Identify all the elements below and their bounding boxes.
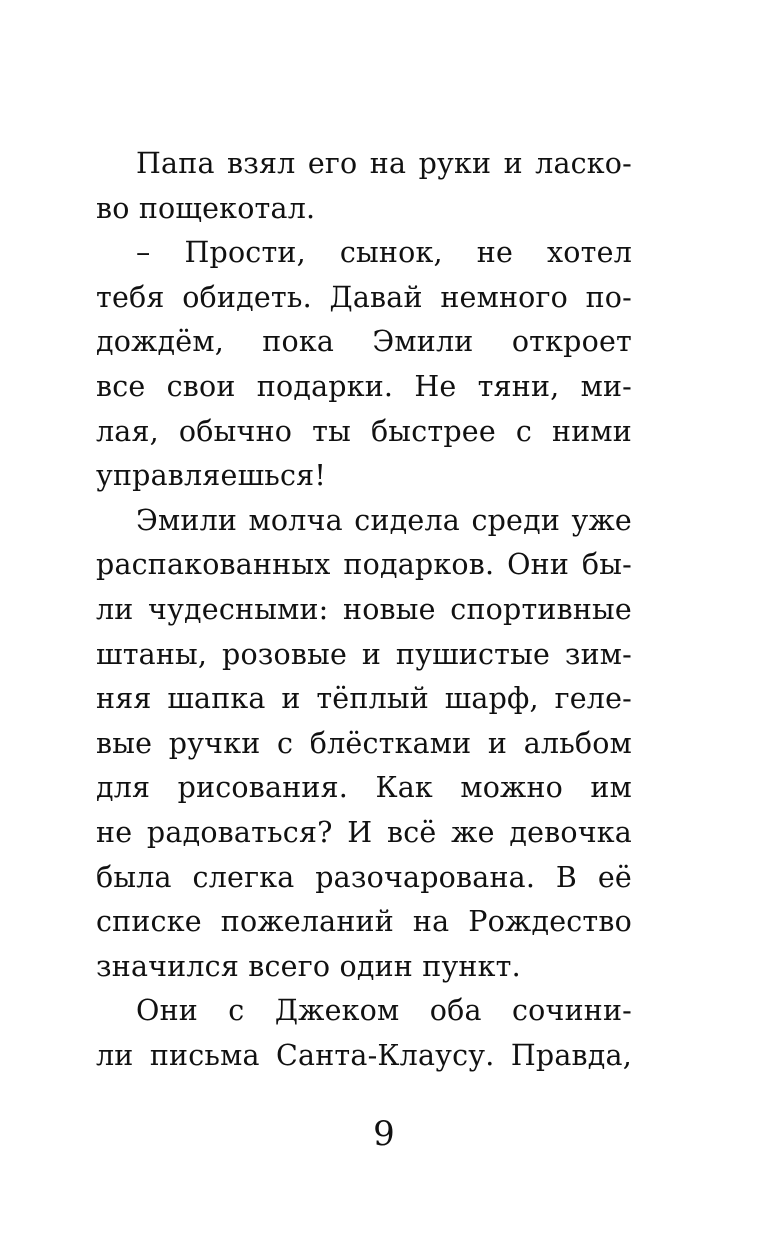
- text-line: ли письма Санта-Клаусу. Правда,: [96, 1038, 632, 1072]
- body-text: [96, 142, 632, 1078]
- text-line: Папа взял его на руки и ласко-: [136, 147, 632, 180]
- text-line: Они с Джеком оба сочини-: [136, 994, 632, 1028]
- text-line: няя шапка и тёплый шарф, геле-: [96, 682, 632, 716]
- text-line: значился всего один пункт.: [96, 949, 521, 983]
- text-line: – Прости, сынок, не хотел: [136, 236, 632, 270]
- text-line: распакованных подарков. Они бы-: [96, 548, 632, 582]
- text-line: ли чудесными: новые спортивные: [96, 592, 632, 626]
- text-line: во пощекотал.: [96, 191, 316, 225]
- text-line: была слегка разочарована. В её: [96, 860, 632, 894]
- text-line: списке пожеланий на Рождество: [96, 905, 632, 939]
- text-line: Эмили молча сидела среди уже: [136, 503, 632, 537]
- text-line: все свои подарки. Не тяни, ми-: [96, 369, 632, 403]
- text-line: лая, обычно ты быстрее с ними: [96, 414, 632, 448]
- page-number: 9: [373, 1114, 395, 1154]
- text-line: для рисования. Как можно им: [96, 771, 632, 805]
- text-line: штаны, розовые и пушистые зим-: [96, 637, 632, 671]
- text-line: тебя обидеть. Давай немного по-: [96, 280, 632, 314]
- text-line: не радоваться? И всё же девочка: [96, 815, 632, 849]
- text-line: управляешься!: [96, 459, 327, 493]
- text-line: дождём, пока Эмили откроет: [96, 325, 632, 359]
- text-line: вые ручки с блёстками и альбом: [96, 726, 632, 760]
